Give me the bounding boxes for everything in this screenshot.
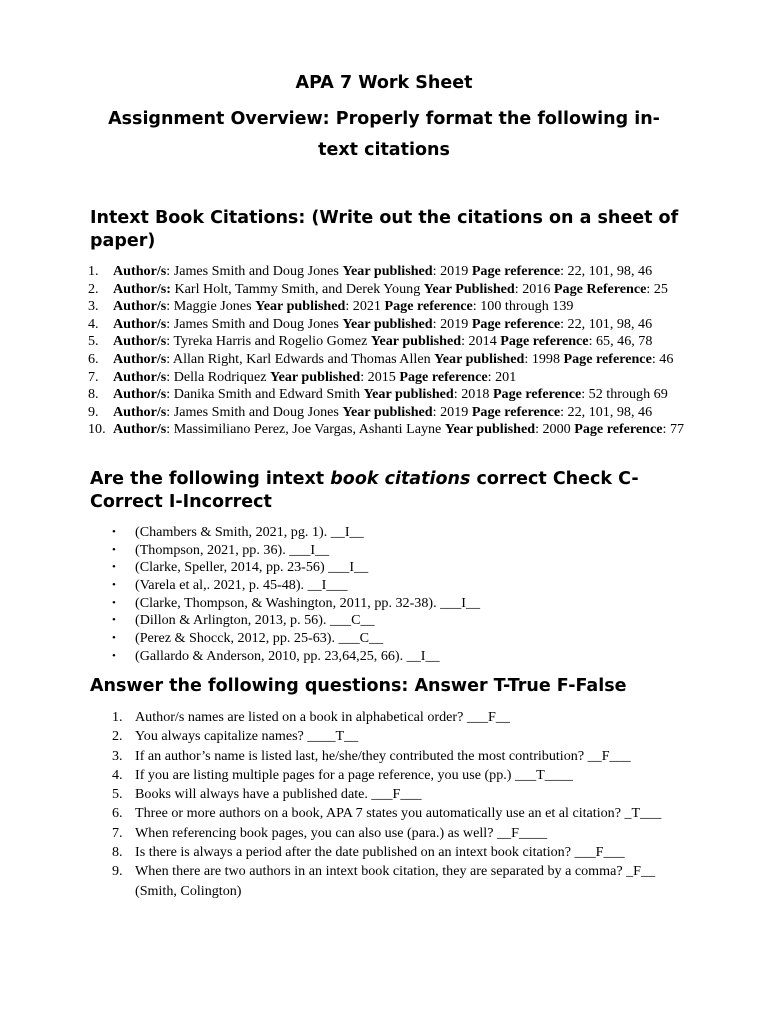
authors-value: : James Smith and Doug Jones [166,403,343,420]
list-item [112,747,672,766]
item-number: 4. [112,766,123,783]
year-value: : 2016 [514,280,554,297]
year-label: Year published [370,333,462,350]
list-item [88,298,684,316]
pages-value: : 22, 101, 98, 46 [560,403,653,420]
item-number: 7. [112,824,123,841]
list-item [88,404,684,422]
question-text: Three or more authors on a book, APA 7 states you automatically use an et al citation? _T___ [135,805,662,822]
bullet-icon: • [112,543,116,556]
pages-value: : 52 through 69 [581,386,668,403]
list-item [88,369,684,387]
author-label: Author/s [113,298,167,315]
question-text: If an author’s name is listed last, he/she/they contributed the most contribution? __F___ [135,747,631,764]
bullet-icon: • [112,632,116,645]
list-item [88,421,684,439]
item-number: 5. [112,786,123,803]
heading-part: Are the following intext [90,469,331,489]
pages-value: : 77 [662,421,685,438]
citation-text: (Dillon & Arlington, 2013, p. 56). ___C__ [135,612,375,629]
page-label: Page Reference [553,280,647,297]
list-item [112,559,480,577]
list-item [112,766,672,785]
list-item [112,595,480,613]
year-value: : 2014 [461,333,501,350]
bullet-icon: • [112,561,116,574]
authors-value: : James Smith and Doug Jones [166,315,343,332]
year-value: : 2015 [360,368,400,385]
list-item [112,630,480,648]
question-text: You always capitalize names? ____T__ [135,728,359,745]
pages-value: : 25 [646,280,668,297]
page-label: Page reference [492,386,582,403]
author-label: Author/s [113,386,167,403]
authors-value: : Maggie Jones [166,298,256,315]
item-number: 3. [112,747,123,764]
citation-text: (Chambers & Smith, 2021, pg. 1). __I__ [135,524,364,540]
page-label: Page reference [471,403,561,420]
list-item [112,785,672,804]
year-label: Year published [444,421,536,438]
pages-value: : 100 through 139 [472,298,574,315]
heading-part: correct Check C-Correct I-Incorrect [90,469,639,512]
authors-value: : Danika Smith and Edward Smith [166,386,364,403]
year-value: : 2021 [345,298,385,315]
page-label: Page reference [399,368,488,385]
list-item [112,524,480,542]
list-item [88,281,684,299]
authors-value: : Massimiliano Perez, Joe Vargas, Ashanti Layne [166,421,445,438]
year-value: : 2000 [535,421,575,438]
pages-value: : 201 [487,368,517,385]
list-item [112,862,672,901]
year-value: : 1998 [524,350,564,367]
author-label: Author/s [113,421,167,438]
year-label: Year Published [423,280,515,297]
pages-value: : 46 [651,350,674,367]
item-number: 7. [88,368,99,385]
question-text: When there are two authors in an intext book citation, they are separated by a comma? _F__ (Smith, Colington) [135,863,656,899]
question-text: Is there is always a period after the date published on an intext book citation? ___F___ [135,844,625,861]
citation-text: (Clarke, Thompson, & Washington, 2011, pp. 32-38). ___I__ [135,594,481,611]
author-label: Author/s [113,403,167,420]
question-text: Author/s names are listed on a book in alphabetical order? ___F__ [135,709,510,725]
list-item [88,333,684,351]
author-label: Author/s [113,333,167,350]
section-check-citations-heading [90,468,690,514]
year-value: : 2019 [432,403,472,420]
section-true-false-heading: Answer the following questions: Answer T-True F-False [90,676,627,696]
pages-value: : 22, 101, 98, 46 [560,263,653,279]
bullet-icon: • [112,579,116,592]
year-label: Year published [269,368,361,385]
year-value: : 2019 [432,263,472,279]
true-false-question-list [112,708,672,901]
year-label: Year published [363,386,454,403]
question-text: When referencing book pages, you can also use (para.) as well? __F____ [135,824,548,841]
citation-text: (Varela et al,. 2021, p. 45-48). __I___ [135,577,348,594]
citation-text: (Gallardo & Anderson, 2010, pp. 23,64,25, 66). __I__ [135,647,440,664]
page-label: Page reference [471,263,561,279]
list-item [112,542,480,560]
citation-exercise-list [88,263,684,439]
item-number: 2. [88,280,99,297]
page-label: Page reference [563,350,652,367]
list-item [112,708,672,727]
list-item [112,824,672,843]
page-label: Page reference [500,333,589,350]
year-value: : 2018 [453,386,493,403]
item-number: 1. [88,263,99,279]
author-label: Author/s [113,263,167,279]
author-label: Author/s [113,315,167,332]
item-number: 4. [88,315,99,332]
worksheet-title: APA 7 Work Sheet [295,73,473,93]
list-item [112,843,672,862]
authors-value: Karl Holt, Tammy Smith, and Derek Young [170,280,424,297]
year-label: Year published [342,263,433,279]
heading-emphasis: book citations [330,469,471,489]
citation-text: (Clarke, Speller, 2014, pp. 23-56) ___I__ [135,559,369,576]
item-number: 3. [88,298,99,315]
item-number: 5. [88,333,99,350]
year-label: Year published [342,315,433,332]
author-label: Author/s [113,350,167,367]
year-label: Year published [342,403,433,420]
item-number: 2. [112,728,123,745]
bullet-icon: • [112,649,116,662]
list-item [112,804,672,823]
page-label: Page reference [574,421,663,438]
author-label: Author/s: [113,280,171,297]
list-item [88,386,684,404]
year-label: Year published [255,298,346,315]
bullet-icon: • [112,614,116,627]
item-number: 1. [112,709,123,725]
author-label: Author/s [113,368,167,385]
item-number: 8. [112,844,123,861]
item-number: 9. [112,863,123,880]
year-value: : 2019 [432,315,472,332]
item-number: 10. [88,421,106,438]
bullet-icon: • [112,526,116,538]
authors-value: : James Smith and Doug Jones [166,263,343,279]
list-item [112,612,480,630]
page-label: Page reference [471,315,561,332]
citation-text: (Thompson, 2021, pp. 36). ___I__ [135,541,330,558]
pages-value: : 65, 46, 78 [588,333,653,350]
item-number: 6. [88,350,99,367]
list-item [112,727,672,746]
year-label: Year published [434,350,525,367]
assignment-overview: Assignment Overview: Properly format the following in-text citations [108,109,660,160]
list-item [112,577,480,595]
question-text: Books will always have a published date. ___F___ [135,786,422,803]
list-item [88,351,684,369]
list-item [88,263,684,281]
page-label: Page reference [384,298,473,315]
list-item [112,648,480,666]
authors-value: : Tyreka Harris and Rogelio Gomez [166,333,371,350]
section-intext-book-citations-heading: Intext Book Citations: (Write out the citations on a sheet of paper) [90,208,679,251]
authors-value: : Allan Right, Karl Edwards and Thomas Allen [166,350,435,367]
item-number: 6. [112,805,123,822]
pages-value: : 22, 101, 98, 46 [560,315,653,332]
question-text: If you are listing multiple pages for a page reference, you use (pp.) ___T____ [135,766,573,783]
authors-value: : Della Rodriquez [166,368,270,385]
citation-text: (Perez & Shocck, 2012, pp. 25-63). ___C__ [135,630,384,647]
bullet-icon: • [112,596,116,609]
item-number: 9. [88,403,99,420]
citation-check-list [112,524,480,666]
item-number: 8. [88,386,99,403]
list-item [88,316,684,334]
